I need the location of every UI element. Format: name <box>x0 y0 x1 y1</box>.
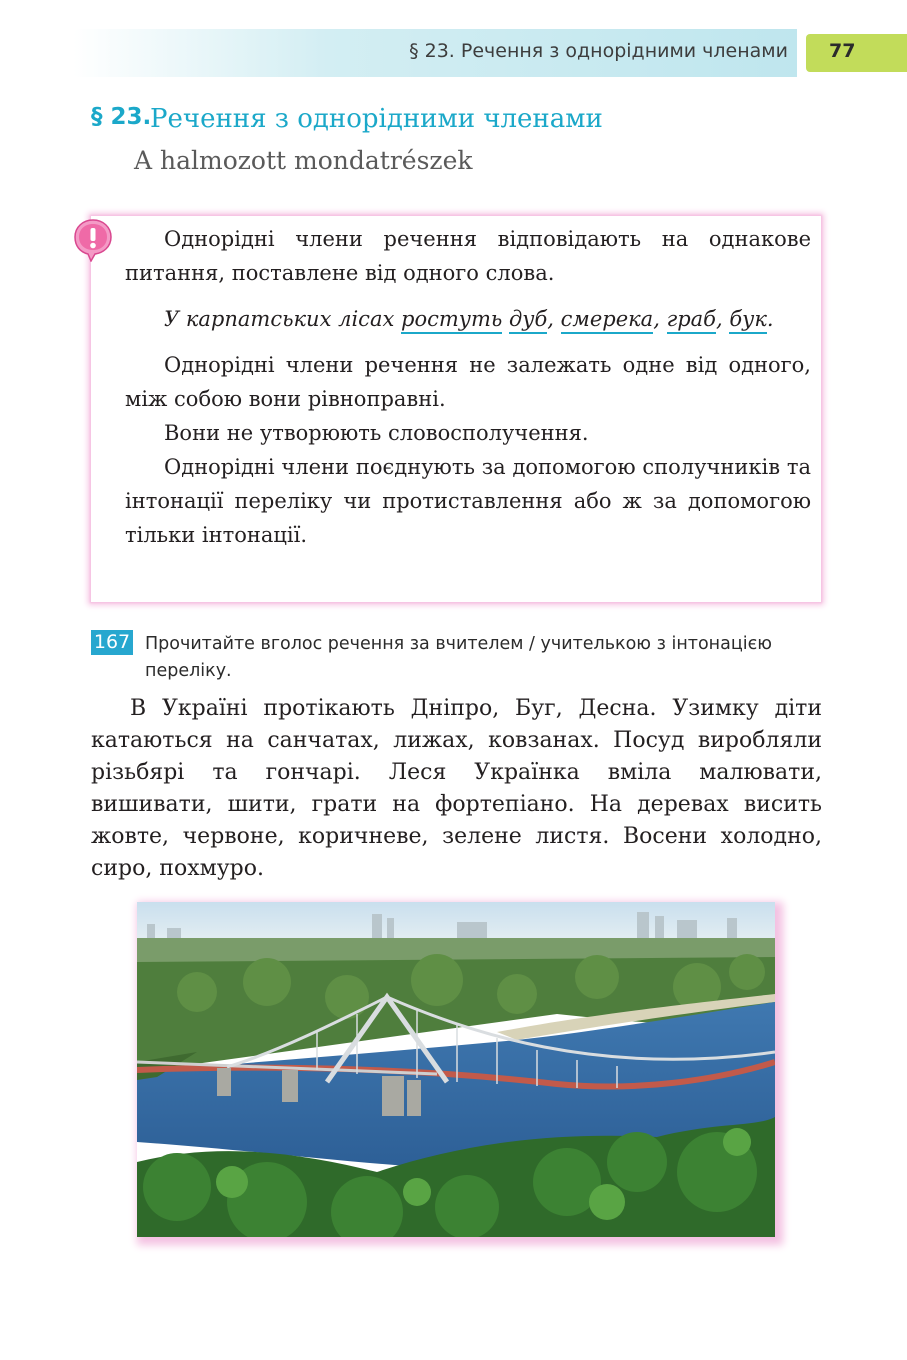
rule-paragraph: Однорідні члени речення не залежать одне від одного, між собою вони рівноправні. <box>125 353 811 411</box>
river-bridge-illustration <box>137 902 775 1237</box>
section-subtitle: A halmozott mondatrészek <box>134 146 473 175</box>
running-title: § 23. Речення з однорідними членами <box>409 40 788 62</box>
section-number: § 23. <box>91 104 152 130</box>
page-number: 77 <box>829 40 856 62</box>
exercise-number: 167 <box>91 630 133 655</box>
section-title: Речення з однорідними членами <box>150 104 603 134</box>
exercise-text: В Україні протікають Дніпро, Буг, Десна. Узимку діти катаються на санчатах, лижах, ковзанах. Посуд виробляли різьбярі та гончарі. Леся Українка вміла малювати, вишивати, шити, грати на фортепіано. На деревах висить жовте, червоне, коричневе, зелене листя. Восени холодно, сиро, похмуро. <box>91 696 822 881</box>
example-homogeneous-word: дуб <box>509 307 547 334</box>
example-homogeneous-word: бук <box>729 307 767 334</box>
rule-paragraph: Однорідні члени речення відповідають на однакове питання, поставлене від одного слова. <box>125 227 811 285</box>
example-comma: , <box>715 307 723 331</box>
example-comma: , <box>653 307 660 331</box>
example-homogeneous-word: смерека <box>561 307 654 334</box>
example-lead: У карпатських лісах <box>164 307 395 331</box>
exercise-task: Прочитайте вголос речення за вчителем / учителькою з інтонацією переліку. <box>145 634 772 681</box>
photo-dnipro-bridge <box>137 902 775 1237</box>
exclamation-icon <box>73 218 113 262</box>
rule-paragraph: Однорідні члени поєднують за допомогою сполучників та інтонації переліку чи протиставлення або ж за допомогою тільки інтонації. <box>125 455 811 547</box>
example-period: . <box>766 307 774 331</box>
example-predicate: ростуть <box>401 307 502 334</box>
page-number-tab <box>806 34 907 72</box>
rule-paragraph: Вони не утворюють словосполучення. <box>164 421 589 445</box>
rule-text <box>125 222 811 552</box>
example-comma: , <box>547 307 554 331</box>
running-header <box>73 29 797 77</box>
example-homogeneous-word: граб <box>667 307 716 334</box>
rule-example <box>125 302 811 336</box>
